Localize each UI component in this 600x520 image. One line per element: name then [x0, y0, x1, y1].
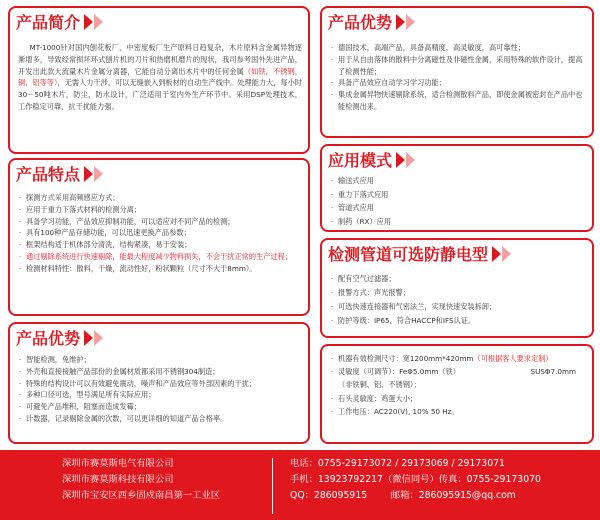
list-item: · 重力下落式应用 [330, 188, 586, 202]
list-item: · 智能检测，免维护； [18, 354, 302, 366]
footer [0, 450, 600, 520]
anti-static-panel [320, 238, 594, 338]
title-arrow-icon [502, 246, 511, 262]
intro-panel [8, 6, 310, 154]
title-arrow-icon [396, 14, 405, 30]
list-item: · 检测材料特性：散料，干燥，流动性好，粉状颗粒（尺寸不大于8mm）。 [18, 263, 302, 275]
contact-phone: 电话：0755-29173072 / 29173069 / 29173071 [290, 458, 505, 469]
company-name: 深圳市赛莫斯电气有限公司 [62, 458, 174, 469]
advantages-right-panel [320, 6, 594, 138]
list-item: · 报警方式：声光报警； [330, 286, 586, 300]
title-arrow-icon [396, 152, 405, 168]
title-arrow-icon [94, 14, 103, 30]
modes-title: 应用模式 [328, 148, 415, 171]
list-item: · 输送式应用 [330, 174, 586, 188]
list-item: · 框架结构适于机体部分清洗，结构紧凑，易于安装； [18, 239, 302, 251]
spec-size: · 机器有效检测尺寸：宽1200mm*420mm（可根据客人要求定制） [330, 352, 586, 365]
list-item: · 德国技术，高端产品，具备高精度，高灵敏度，高可靠性； [330, 42, 586, 54]
list-item: · 多种口径可选，型号满足所有实际应用； [18, 389, 302, 401]
list-item: · 具有100种产品存储功能，可以迅速更换产品参数； [18, 227, 302, 239]
list-item: · 探测方式采用高频感应方式； [18, 192, 302, 204]
contact-qq-email: QQ：286095915 邮箱：286095915@qq.com [290, 490, 516, 501]
title-arrow-icon [84, 166, 93, 182]
advantages-left-panel [8, 322, 310, 444]
list-item: · 外壳和直接接触产品部份的金属材质都采用不锈钢304制造； [18, 366, 302, 378]
list-item: · 集成金属异物快速剔除系统，适合检测散料产品，即使金属被密封在产品中也能检测出来。 [330, 89, 586, 113]
list-item: · 特殊的结构设计可以有效避免震动，噪声和产品效应等外部因素的干扰； [18, 378, 302, 390]
footer-contact-info [290, 456, 541, 504]
modes-list [330, 174, 586, 228]
intro-title: 产品简介 [16, 10, 103, 33]
specs-panel [320, 344, 594, 444]
list-item: · 配有空气过滤器； [330, 272, 586, 286]
title-arrow-icon [94, 330, 103, 346]
list-item: · 管道式应用 [330, 201, 586, 215]
list-item: · 通过剔除系统进行快速剔除，能最大程度减少物料损失，不会干扰正常的生产过程； [18, 251, 302, 263]
spec-sensitivity: · 灵敏度（可调节）：FeΦ5.0mm（铁） SUSΦ7.0mm （非铁铜、铝、不锈钢）； [330, 365, 586, 391]
list-item: · 计数器，记录剔除金属的次数，可以更详细的知道产品合格率。 [18, 413, 302, 425]
features-title: 产品特点 [16, 162, 103, 185]
title-arrow-icon [84, 14, 93, 30]
advantages-right-title: 产品优势 [328, 10, 415, 33]
advantages-right-list [330, 42, 586, 113]
advantages-left-title: 产品优势 [16, 326, 103, 349]
list-item: · 防护等级：IP65，符合HACCP和IFS认证。 [330, 314, 586, 328]
title-arrow-icon [406, 14, 415, 30]
company-name: 深圳市赛莫斯科技有限公司 [62, 474, 174, 485]
title-arrow-icon [94, 166, 103, 182]
title-arrow-icon [492, 246, 501, 262]
list-item: · 应用于重力下落式材料的检测分离； [18, 204, 302, 216]
title-arrow-icon [84, 330, 93, 346]
anti-static-list [330, 272, 586, 328]
list-item: · 可选快速连接器和气密法兰，实现快速安装拆卸； [330, 300, 586, 314]
specs-list [330, 352, 586, 418]
list-item: · 具备产品效应自动学习学习功能； [330, 77, 586, 89]
features-panel [8, 158, 310, 316]
contact-mobile: 手机：13923792217（微信同号）传真：0755-29173070 [290, 474, 541, 485]
modes-panel [320, 144, 594, 232]
list-item: · 用于从自由落体的散料中分离磁性及非磁性金属，采用特殊的软件设计，提高了检测性能； [330, 54, 586, 78]
company-address: 深圳市宝安区西乡固戍南昌第一工业区 [62, 490, 221, 501]
features-list [18, 192, 302, 275]
advantages-left-list [18, 354, 302, 425]
title-arrow-icon [406, 152, 415, 168]
list-item: · 具备学习功能，产品效应抑制功能，可以适应对不同产品的检测； [18, 216, 302, 228]
list-item: · 制药（RX）应用 [330, 215, 586, 229]
spec-stone: · 石头灵敏度：鸡蛋大小； [330, 392, 586, 405]
footer-company-info [62, 456, 220, 504]
list-item: · 可避免产品堆积，阻塞而造成发霉； [18, 401, 302, 413]
intro-paragraph: MT-1000针对国内刨花板厂，中密度板厂生产原料日趋复杂，木片原料含金属异物逐渐增多，导致经常损坏环式刨片机的刀片和热磨机磨片的现状，我司参考国外先进产品，开发出此款大流量木片金属分离器，它能自动分离出木片中的任何金属（如铁，不锈钢，铜，铝等等），无需人力干涉，可以无缝嵌入到板材的自动生产线中。处理能力大，每小时30－50吨木片，防尘，防水设计，广泛适用于室内外生产环节中。采用DSP处理技术，工作稳定可靠，抗干扰能力强。 [18, 43, 302, 111]
anti-static-title: 检测管道可选防静电型 [328, 242, 511, 265]
spec-power: · 工作电压：AC220(V), 10% 50 Hz。 [330, 405, 586, 418]
footer-divider [272, 458, 273, 514]
